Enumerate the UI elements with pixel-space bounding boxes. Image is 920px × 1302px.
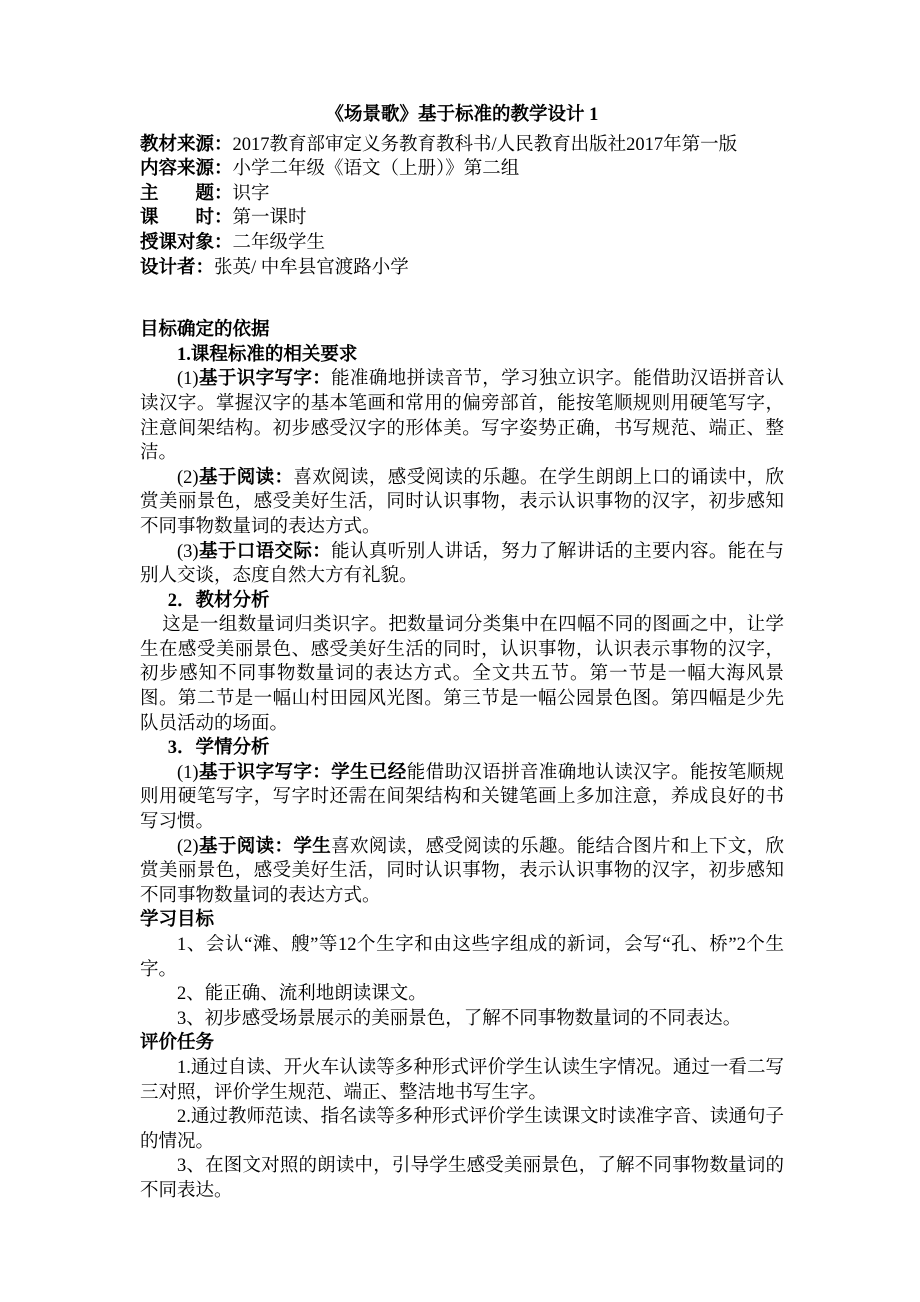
item-number: (2) <box>177 836 199 857</box>
item-text: 喜欢阅读，感受阅读的乐趣。在学生朗朗上口的诵读中，欣赏美丽景色，感受美好生活，同时认识事物，表示认识事物的汉字，初步感知不同事物数量词的表达方式。 <box>140 467 784 537</box>
heading-goals: 学习目标 <box>140 910 215 931</box>
evaluation-item-3: 3、在图文对照的朗读中，引导学生感受美丽景色，了解不同事物数量词的不同表达。 <box>140 1156 784 1201</box>
heading-basis: 目标确定的依据 <box>140 320 270 341</box>
meta-label: 授课对象： <box>140 232 233 253</box>
goal-item-2: 2、能正确、流利地朗读课文。 <box>177 984 427 1005</box>
item-text: 喜欢阅读，感受阅读的乐趣。能结合图片和上下文，欣赏美丽景色，感受美好生活，同时认识事物，表示认识事物的汉字，初步感知不同事物数量词的表达方式。 <box>140 836 784 906</box>
item-text: 能认真听别人讲话，努力了解讲话的主要内容。能在与别人交谈，态度自然大方有礼貌。 <box>140 541 784 587</box>
meta-row-period <box>140 206 784 231</box>
paragraph-learner-reading <box>140 835 784 909</box>
meta-value: 识字 <box>232 183 270 204</box>
meta-label: 设计者： <box>140 257 215 278</box>
evaluation-item-2: 2.通过教师范读、指名读等多种形式评价学生读课文时读准字音、读通句子的情况。 <box>140 1107 784 1152</box>
doc-title: 《场景歌》基于标准的教学设计 1 <box>325 105 599 125</box>
item-text: 能准确地拼读音节，学习独立识字。能借助汉语拼音认读汉字。掌握汉字的基本笔画和常用的偏旁部首，能按笔顺规则用硬笔写字，注意间架结构。初步感受汉字的形体美。写字姿势正确，书写规范、端正、整洁。 <box>140 369 784 464</box>
goal-item-1: 1、会认“滩、艘”等12个生字和由这些字组成的新词，会写“孔、桥”2个生字。 <box>140 935 784 980</box>
meta-label: 主 题： <box>140 183 233 204</box>
paragraph-material-analysis: 这是一组数量词归类识字。把数量词分类集中在四幅不同的图画之中，让学生在感受美丽景色、感受美好生活的同时，认识事物，认识表示事物的汉字，初步感知不同事物数量词的表达方式。全文共五节。第一节是一幅大海风景图。第二节是一幅山村田园风光图。第三节是一幅公园景色图。第四幅是少先队员活动的场面。 <box>140 615 784 734</box>
paragraph-oral-communication <box>140 540 784 589</box>
paragraph-literacy-writing <box>140 367 784 465</box>
paragraph-reading <box>140 466 784 540</box>
goal-item-3: 3、初步感受场景展示的美丽景色，了解不同事物数量词的不同表达。 <box>177 1008 742 1029</box>
heading-standards: 1.课程标准的相关要求 <box>177 344 358 365</box>
meta-value: 2017教育部审定义务教育教科书/人民教育出版社2017年第一版 <box>232 134 738 155</box>
meta-value: 张英/ 中牟县官渡路小学 <box>214 257 409 278</box>
meta-row-theme <box>140 182 784 207</box>
evaluation-item-1: 1.通过自读、开火车认读等多种形式评价学生认读生字情况。通过一看二写三对照，评价学生规范、端正、整洁地书写生字。 <box>140 1057 784 1103</box>
item-lead: 基于阅读： <box>198 467 294 488</box>
meta-label: 教材来源： <box>140 134 233 155</box>
heading-evaluation: 评价任务 <box>140 1033 215 1054</box>
meta-value: 二年级学生 <box>232 232 326 253</box>
meta-label: 内容来源： <box>140 159 233 180</box>
item-number: (2) <box>177 467 199 488</box>
meta-row-content-source <box>140 157 784 182</box>
meta-row-audience <box>140 231 784 256</box>
meta-value: 第一课时 <box>232 208 307 229</box>
item-number: (3) <box>177 541 199 562</box>
meta-row-textbook-source <box>140 133 784 158</box>
item-number: (1) <box>177 762 199 783</box>
item-number: (1) <box>177 369 199 390</box>
meta-value: 小学二年级《语文（上册）》第二组 <box>232 159 520 180</box>
heading-material-analysis: 2．教材分析 <box>167 590 270 611</box>
meta-row-designer <box>140 256 784 281</box>
meta-label: 课 时： <box>140 208 233 229</box>
heading-learner-analysis: 3．学情分析 <box>167 738 270 759</box>
item-lead: 基于口语交际： <box>198 541 332 562</box>
paragraph-learner-literacy <box>140 761 784 835</box>
item-text: 能借助汉语拼音准确地认读汉字。能按笔顺规则用硬笔写字，写字时还需在间架结构和关键笔画上多加注意，养成良好的书写习惯。 <box>140 762 784 833</box>
item-lead: 基于识字写字：学生已经 <box>198 762 407 783</box>
item-lead: 基于阅读：学生 <box>198 836 332 857</box>
item-lead: 基于识字写字： <box>198 369 332 390</box>
